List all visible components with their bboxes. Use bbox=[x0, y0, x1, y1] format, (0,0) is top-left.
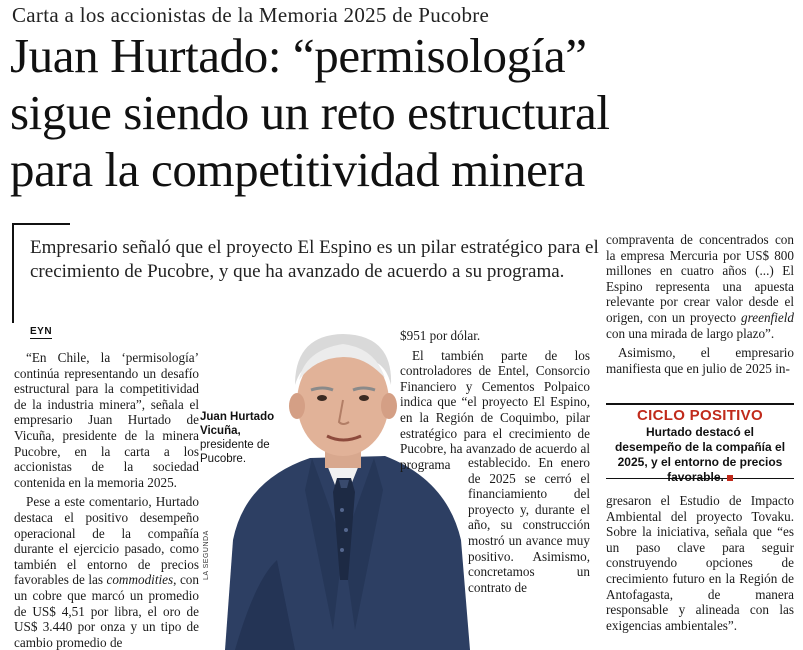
article-lede: Empresario señaló que el proyecto El Espino es un pilar estratégico para el crecimiento de Pucobre, y que ha avanzado de acuerdo a su programa. bbox=[30, 237, 599, 282]
caption-name: Juan Hurtado Vicuña, bbox=[200, 411, 275, 437]
paragraph: establecido. En enero de 2025 se cerró el financiamiento del proyecto y, durante el año, su construcción mostró un avance muy positivo. Asimismo, concretamos un contrato de bbox=[468, 455, 590, 595]
paragraph: Pese a este comentario, Hurtado destaca el positivo desempeño operacional de la compañía durante el ejercicio pasado, como también el entorno de precios favorables de las commodities, con un cobre que marcó un promedio de US$ 4,51 por libra, el oro de US$ 3.440 por onza y un tipo de cambio promedio de bbox=[14, 494, 199, 650]
square-bullet-icon bbox=[727, 475, 733, 481]
body-column-3-continued bbox=[606, 493, 794, 637]
photo-caption bbox=[200, 410, 286, 466]
lede-rule bbox=[12, 223, 70, 225]
lede-bar bbox=[12, 223, 14, 323]
paragraph: “En Chile, la ‘permisología’ continúa representando un desafío estructural para la competitividad de la industria minera”, señala el empresario Juan Hurtado de Vicuña, presidente de la minera Pucobre, en la carta a los accionistas de la sociedad contenida en la memoria 2025. bbox=[14, 350, 199, 490]
highlight-title: CICLO POSITIVO bbox=[637, 407, 763, 424]
article-headline bbox=[10, 27, 800, 198]
body-column-3 bbox=[606, 232, 794, 380]
headline-line-3: para la competitividad minera bbox=[10, 142, 585, 197]
highlight-box bbox=[606, 403, 794, 484]
paragraph: gresaron el Estudio de Impacto Ambiental del proyecto Tovaku. Sobre la iniciativa, señala que “es un paso clave para seguir construyendo opciones de crecimiento futuro en la Región de Antofagasta, de manera responsable y alineada con las exigencias ambientales”. bbox=[606, 493, 794, 633]
article-kicker: Carta a los accionistas de la Memoria 2025 de Pucobre bbox=[12, 3, 490, 27]
body-column-1 bbox=[14, 350, 199, 650]
paragraph: Asimismo, el empresario manifiesta que en julio de 2025 in- bbox=[606, 345, 794, 376]
paragraph: El también parte de los controladores de Entel, Consorcio Financiero y Cementos Polpaico indica que “el proyecto El Espino, en la Región de Coquimbo, pilar estratégico para el crecimiento de Pucobre, ha avanzado de acuerdo al programa bbox=[400, 347, 590, 472]
paragraph: $951 por dólar. bbox=[400, 328, 481, 343]
paragraph: compraventa de concentrados con la empresa Mercuria por US$ 800 millones en cuatro años (...) El Espino representa una apuesta relevante por crear valor desde el origen, con un proyecto greenfield con una mirada de largo plazo”. bbox=[606, 232, 794, 341]
byline: EYN bbox=[30, 326, 53, 337]
headline-line-2: sigue siendo un reto estructural bbox=[10, 85, 610, 140]
headline-line-1: Juan Hurtado: “permisología” bbox=[10, 28, 587, 83]
photo-credit: LA SEGUNDA bbox=[203, 530, 210, 580]
caption-role: presidente de Pucobre. bbox=[200, 439, 270, 465]
body-column-2-continued bbox=[468, 455, 590, 599]
highlight-text: Hurtado destacó el desempeño de la compañía el 2025, y el entorno de precios favorable. bbox=[614, 425, 786, 484]
